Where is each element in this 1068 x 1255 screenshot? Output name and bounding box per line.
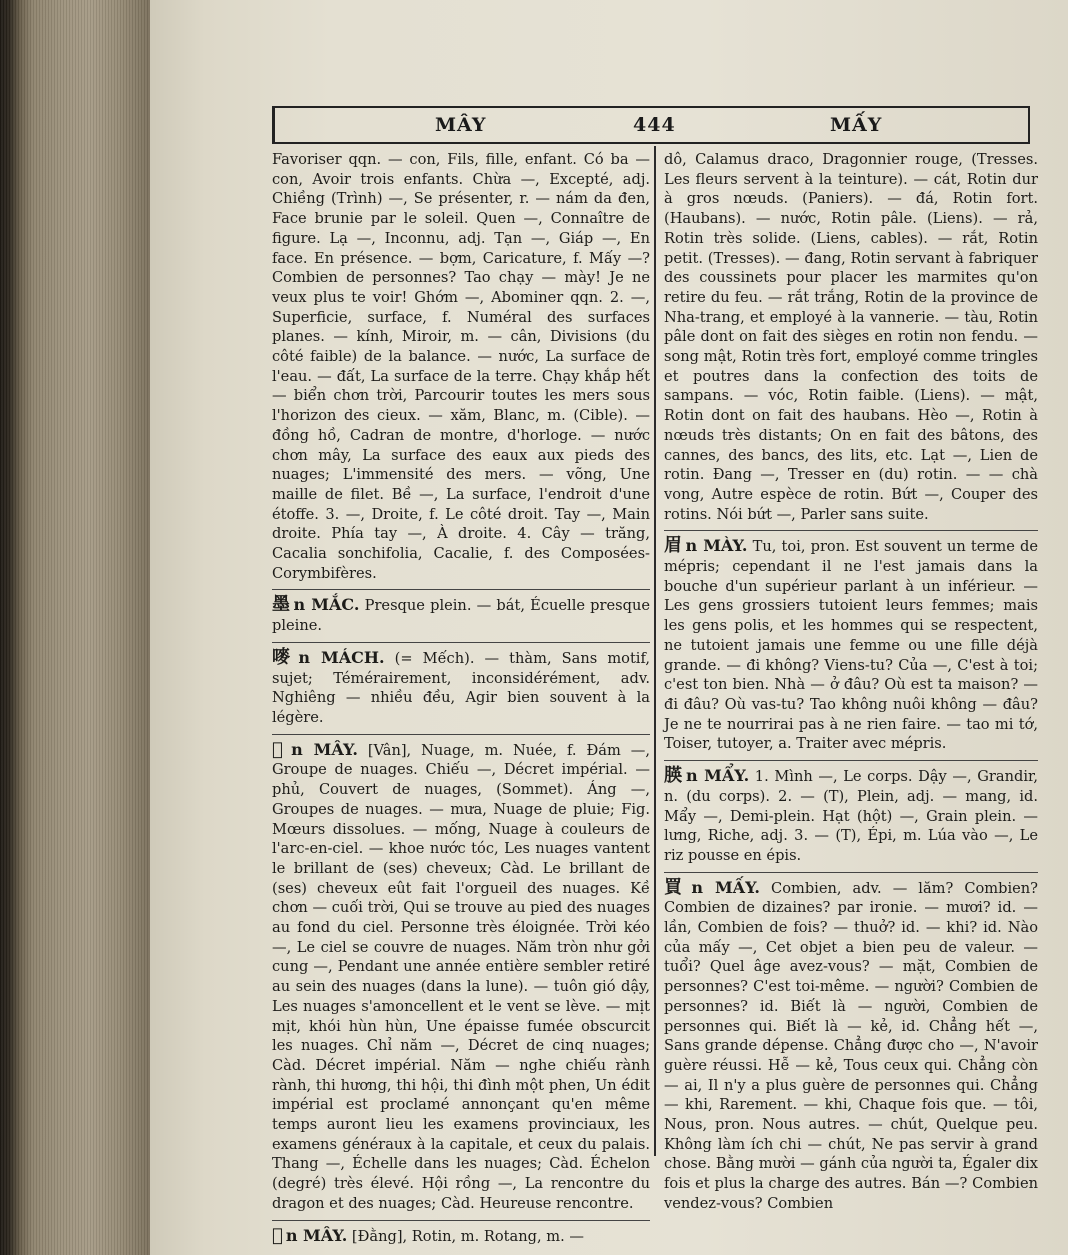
chinese-character: 𧁷 <box>272 1224 283 1246</box>
definition: (= Mếch). — thàm, Sans motif, sujet; Témérairement, inconsidérément, adv. Nghiêng — nhiều đều, Agir bien souvent à la légère. <box>272 649 650 726</box>
definition: Combien, adv. — lăm? Combien? Combien de dizaines? par ironie. — mươi? id. — lần, Combien de fois? — thuở? id. — khi? id. Nào của mấy —, Cet objet a bien peu de valeur. — tuổi? Quel âge avez-vous? — mặt, Combien de personnes? C'est toi-même. — người? Combien de personnes? id. Biết là — người, Combien de personnes qui. Biết là — kẻ, id. Chẳng hết —, Sans grande dépense. Chẳng được cho —, N'avoir guère réussi. Hễ — kẻ, Tous ceux qui. Chẳng còn — ai, Il n'y a plus guère de personnes qui. Chẳng — khi, Rarement. — khi, Chaque fois que. — tôi, Nous, pron. Nous autres. — chút, Quelque peu. Không làm ích chi — chút, Ne pas servir à grand chose. Bằng mười — gánh của người ta, Égaler dix fois et plus la charge des autres. Bán —? Combien vendez-vous? Combien <box>664 879 1039 1212</box>
definition: [Đằng], Rotin, m. Rotang, m. — <box>347 1227 584 1245</box>
header-left-word: MÂY <box>435 114 487 136</box>
headword: 買 n MẤY. <box>664 876 761 898</box>
chinese-character: 眉 <box>664 535 683 557</box>
entry-may-you <box>664 530 1038 754</box>
entry-mac <box>272 589 650 635</box>
entry-mach <box>272 642 650 728</box>
book-page-edges <box>0 0 150 1255</box>
left-column <box>272 150 651 1246</box>
header-right-word: MẤY <box>830 114 883 136</box>
headword: 𧁷 n MÂY. <box>272 1224 348 1246</box>
page-header <box>272 106 1030 144</box>
chinese-character: 墨 <box>272 594 291 616</box>
chinese-character: 買 <box>664 876 689 898</box>
chinese-character: 朠 <box>664 765 683 787</box>
headword: 墨 n MẮC. <box>272 594 360 616</box>
definition: Tu, toi, pron. Est souvent un terme de mépris; cependant il ne l'est jamais dans la bouche d'un supérieur parlant à un inférieur. — Les gens grossiers tutoient leurs femmes; mais les gens polis, et les hommes qui se respectent, ne tutoient jamais une femme ou une fille déjà grande. — đi không? Viens-tu? Của —, C'est à toi; c'est ton bien. Nhà — ở đâu? Où est ta maison? — đi đâu? Où vas-tu? Tao không nuôi không — đâu? Je ne te nourrirai pas à ne rien faire. — tao mi tớ, Toiser, tutoyer, a. Traiter avec mépris. <box>664 538 1038 753</box>
entry-may-body <box>664 760 1038 866</box>
entry-may-rattan <box>272 1220 650 1247</box>
definition: [Vân], Nuage, m. Nuée, f. Đám —, Groupe de nuages. Chiếu —, Décret impérial. — phủ, Couvert de nuages, (Sommet). Áng —, Groupes de nuages. — mưa, Nuage de pluie; Fig. Mœurs dissolues. — mống, Nuage à couleurs de l'arc-en-ciel. — khoe nước tóc, Les nuages vantent le brillant de (ses) cheveux; Càd. Le brillant de (ses) cheveux eût fait l'orgueil des nuages. Kề chơn — cuối trời, Qui se trouve au pied des nuages au fond du ciel. Personne très éloignée. Trời kéo —, Le ciel se couvre de nuages. Năm tròn như gởi cung —, Pendant une année entière sembler retiré au sein des nuages (dans la lune). — tuôn gió dậy, Les nuages s'amoncellent et le vent se lève. — mịt mịt, khói hùn hùn, Une épaisse fumée obscurcit les nuages. Chỉ năm —, Décret de cinq nuages; Càd. Décret impérial. Năm — nghe chiếu rành rành, thi hương, thi hội, thi đình một phen, Un édit impérial est proclamé annonçant qu'en même temps auront lieu les examens provinciaux, les examens généraux à la capitale, et ceux du palais. Thang —, Échelle dans les nuages; Càd. Échelon (degré) très élevé. Hội rồng —, La rencontre du dragon et des nuages; Càd. Heureuse rencontre. <box>272 741 650 1212</box>
entry-may-how-many <box>664 872 1038 1214</box>
chinese-character: 嘜 <box>272 646 296 668</box>
definition: Presque plein. — bát, Écuelle presque pleine. <box>272 597 651 635</box>
entry-may-cloud <box>272 734 650 1214</box>
definition: 1. Mình —, Le corps. Dậy —, Grandir, n. (du corps). 2. — (T), Plein, adj. — mang, id. Mẩy —, Demi-plein. Hạt (hột) —, Grain plein. — lưng, Riche, adj. 3. — (T), Épi, m. Lúa vào —, Le riz pousse en épis. <box>664 768 1038 864</box>
page-number: 444 <box>633 114 676 136</box>
headword: 眉 n MÀY. <box>664 535 748 557</box>
chinese-character: 𩄲 <box>272 738 289 760</box>
entry-continuation: Favoriser qqn. — con, Fils, fille, enfant. Có ba — con, Avoir trois enfants. Chừa —, Excepté, adj. Chiềng (Trình) —, Se présenter, r. — nám da đen, Face brunie par le soleil. Quen —, Connaître de figure. Lạ —, Inconnu, adj. Tạn —, Giáp —, En face. En présence. — bợm, Caricature, f. Mấy —? Combien de personnes? Tao chạy — mày! Je ne veux plus te voir! Ghớm —, Abominer qqn. 2. —, Superficie, surface, f. Numéral des surfaces planes. — kính, Miroir, m. — cân, Divisions (du côté faible) de la balance. — nước, La surface de l'eau. — đất, La surface de la terre. Chạy khắp hết — biển chơn trời, Parcourir toutes les mers sous l'horizon des cieux. — xăm, Blanc, m. (Cible). — đồng hồ, Cadran de montre, d'horloge. — nước chơn mây, La surface des eaux aux pieds des nuages; L'immensité des mers. — võng, Une maille de filet. Bề —, La surface, l'endroit d'une étoffe. 3. —, Droite, f. Le côté droit. Tay —, Main droite. Phía tay —, À droite. 4. Cây — trăng, Cacalia sonchifolia, Cacalie, f. des Composées-Corymbifères. <box>272 151 650 582</box>
entry-continuation: dô, Calamus draco, Dragonnier rouge, (Tresses. Les fleurs servent à la teinture). — cát, Rotin dur à gros nœuds. (Paniers). — đá, Rotin fort. (Haubans). — nước, Rotin pâle. (Liens). — rả, Rotin très solide. (Liens, cables). — rắt, Rotin petit. (Tresses). — đang, Rotin servant à fabriquer des coussinets pour placer les marmites qu'on retire du feu. — rắt trắng, Rotin de la province de Nha-trang, et employé à la vannerie. — tàu, Rotin pâle dont on fait des sièges en rotin non fendu. — song mật, Rotin très fort, employé comme tringles et poutres dans la confection des toits de sampans. — vóc, Rotin faible. (Liens). — mật, Rotin dont on fait des haubans. Hèo —, Rotin à nœuds très distants; On en fait des bâtons, des cannes, des bancs, des lits, etc. Lạt —, Lien de rotin. Đang —, Tresser en (du) rotin. — — chà vong, Autre espèce de rotin. Bứt —, Couper des rotins. Nói bứt —, Parler sans suite. <box>664 151 1038 523</box>
headword: 嘜 n MÁCH. <box>272 646 385 668</box>
right-column <box>664 150 1039 1212</box>
column-divider <box>654 146 656 1156</box>
headword: 朠 n MẨY. <box>664 765 750 787</box>
headword: 𩄲 n MÂY. <box>272 738 358 760</box>
